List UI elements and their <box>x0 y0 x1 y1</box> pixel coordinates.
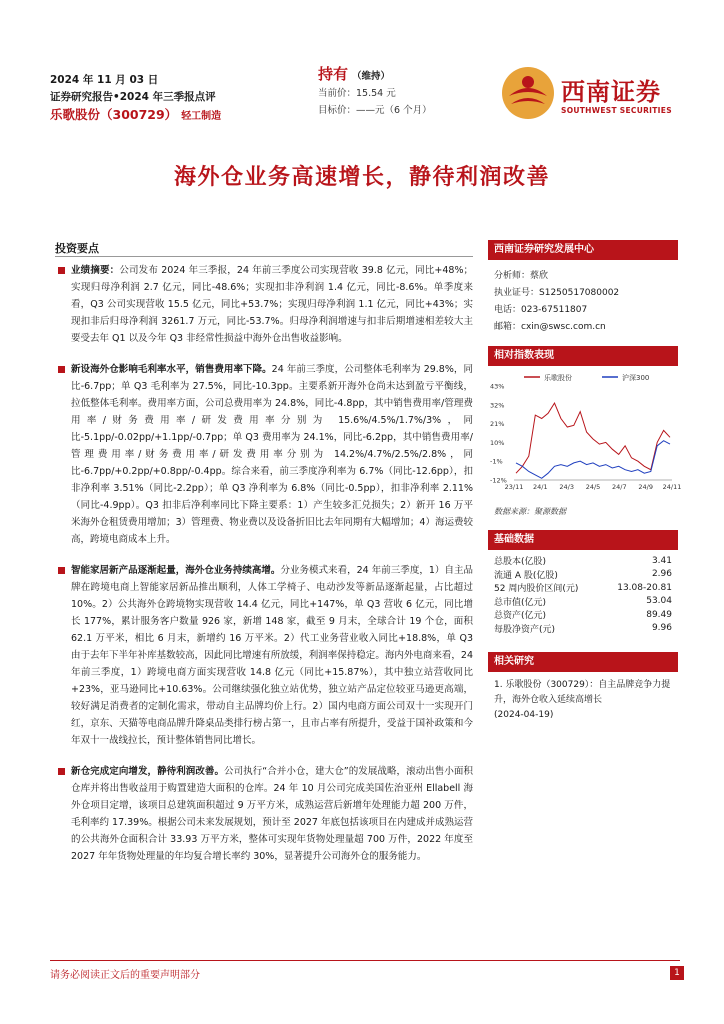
row-value: 9.96 <box>651 623 672 634</box>
footer-divider <box>50 960 680 961</box>
company-logo <box>497 66 677 122</box>
row-label: 流通 A 股(亿股) <box>494 570 558 581</box>
related-research-date: (2024-04-19) <box>494 710 554 720</box>
row-label: 52 周内股价区间(元) <box>494 584 579 595</box>
report-type: 证券研究报告•2024 年三季报点评 <box>50 91 216 103</box>
paragraph-text: 公司执行“合并小仓，建大仓”的发展战略，滚动出售小面积仓库并将出售收益用于购置建造大面积的仓库。24 年 10 月公司完成美国佐治亚州 Ellabell 海外仓项目定增，该项目总建筑面积超过 9 万平方米，成熟运营后新增年处理能力超 200 万件，毛利率约 17.39%。根据公司未来发展规划，预计至 2027 年底包括该项目在内建成并成熟运营的公共海外仓面积合计 33.93 万平方米，整体可实现年货物处理量超 700 万件，2022 年度至 2027 年年货物处理量的年均复合增长率约 30%，显著提升公司海外仓的服务能力。 <box>71 766 473 862</box>
y-tick-label: 43% <box>490 382 505 391</box>
table-row <box>494 554 672 568</box>
x-tick-label: 24/1 <box>533 483 548 491</box>
rating-block <box>318 66 432 119</box>
analyst-info <box>488 260 678 336</box>
row-value: 13.08-20.81 <box>617 582 672 593</box>
row-label: 每股净资产(元) <box>494 624 556 635</box>
row-value: 3.41 <box>651 555 672 566</box>
table-row <box>494 568 672 582</box>
row-value: 2.96 <box>651 569 672 580</box>
performance-panel-header: 相对指数表现 <box>488 346 678 366</box>
related-research-panel <box>488 652 678 723</box>
related-research-header: 相关研究 <box>488 652 678 672</box>
x-tick-label: 24/9 <box>638 483 653 491</box>
table-row <box>494 622 672 636</box>
target-price: 目标价：——元（6 个月） <box>318 105 432 116</box>
logo-english-name: SOUTHWEST SECURITIES <box>561 106 672 115</box>
y-tick-label: 32% <box>490 401 505 410</box>
report-title: 海外仓业务高速增长，静待利润改善 <box>173 165 550 190</box>
basic-data-panel <box>488 530 678 635</box>
analyst-panel <box>488 240 678 336</box>
x-tick-label: 24/5 <box>585 483 601 491</box>
basic-data-header: 基础数据 <box>488 530 678 550</box>
paragraph-lead: 新设海外仓影响毛利率水平，销售费用率下降。 <box>71 364 272 375</box>
paragraph-performance <box>55 262 473 347</box>
section-heading: 投资要点 <box>55 242 99 255</box>
paragraph-lead: 智能家居新产品逐渐起量，海外仓业务持续高增。 <box>71 565 281 576</box>
row-label: 总股本(亿股) <box>494 557 547 568</box>
x-tick-label: 23/11 <box>504 483 524 491</box>
y-tick-label: -12% <box>490 476 507 485</box>
related-research-item <box>488 672 678 723</box>
x-tick-label: 24/7 <box>612 483 627 491</box>
row-label: 总资产(亿元) <box>494 611 547 622</box>
paragraph-lead: 新仓完成定向增发，静待利润改善。 <box>71 766 225 777</box>
x-tick-label: 24/3 <box>559 483 574 491</box>
legend-label: 沪深300 <box>622 374 650 382</box>
rating-value: 持有 <box>318 65 349 83</box>
series-line-index <box>516 441 670 479</box>
company-name: 乐歌股份（300729） <box>50 107 178 122</box>
paragraph-lead: 业绩摘要： <box>71 265 120 276</box>
current-price: 当前价：15.54 元 <box>318 88 396 99</box>
report-date: 2024 年 11 月 03 日 <box>50 74 159 86</box>
x-tick-label: 24/11 <box>662 483 682 491</box>
report-header-left <box>50 72 221 125</box>
table-row <box>494 581 672 595</box>
rating <box>318 66 432 85</box>
paragraph-business <box>55 562 473 749</box>
row-label: 总市值(亿元) <box>494 597 547 608</box>
logo-chinese-name: 西南证券 <box>561 77 661 106</box>
y-tick-label: 21% <box>490 420 505 429</box>
chart-source: 数据来源：聚源数据 <box>494 507 566 516</box>
analyst-phone: 电话：023-67511807 <box>494 305 588 315</box>
legend-label: 乐歌股份 <box>544 374 572 382</box>
table-row <box>494 608 672 622</box>
y-tick-label: 10% <box>490 438 505 447</box>
analyst-panel-header: 西南证券研究发展中心 <box>488 240 678 260</box>
analyst-cert: 执业证号：S1250517080002 <box>494 288 620 298</box>
relative-performance-chart <box>488 370 682 500</box>
related-research-title: 1. 乐歌股份（300729）：自主品牌竞争力提升，海外仓收入延续高增长 <box>494 680 671 705</box>
industry-label: 轻工制造 <box>181 111 222 122</box>
company-line <box>50 106 221 125</box>
logo-emblem-icon <box>501 66 555 120</box>
analyst-name: 分析师：蔡欣 <box>494 271 549 281</box>
investment-points <box>55 262 473 879</box>
paragraph-margins <box>55 361 473 548</box>
analyst-email: 邮箱：cxin@swsc.com.cn <box>494 322 606 332</box>
rating-sub: （维持） <box>352 71 391 82</box>
performance-panel <box>488 346 682 522</box>
paragraph-text: 公司发布 2024 年三季报，24 年前三季度公司实现营收 39.8 亿元，同比+48%；实现归母净利润 2.7 亿元，同比-48.6%；实现扣非净利润 1.4 亿元，同比-8.6%。单季度来看，Q3 公司实现营收 15.5 亿元，同比+53.7%；实现归母净利润 1.1 亿元，同比+43%；实现扣非后归母净利润 3261.7 万元，同比-53.7%。归母净利润增速与扣非后期增速相差较大主要受去年 Q1 以及今年 Q3 非经常性损益中海外仓出售收益影响。 <box>71 265 473 344</box>
page-number: 1 <box>670 966 684 980</box>
section-divider <box>55 256 473 257</box>
paragraph-warehouse <box>55 763 473 865</box>
row-value: 89.49 <box>646 609 672 620</box>
basic-data-table <box>494 554 672 635</box>
paragraph-text: 分业务模式来看，24 年前三季度，1）自主品牌在跨境电商上智能家居新品推出顺利，人体工学椅子、电动沙发等新品逐渐起量，占比超过 10%。2）公共海外仓跨境物实现营收 14.4 亿元，同比+147%，单 Q3 营收 6 亿元，同比增长 177%，累计服务客户数量 926 家，新增 148 家，截至 9 月末，全球合计 19 个仓，面积 62.1 万平米，相比 6 月末，新增约 16 万平米。2）代工业务营业收入同比+18.8%，单 Q3 由于去年下半年补库基数较高，因此同比增速有所放缓，利润率保持稳定。海内外电商来看，24 年前三季度，1）跨境电商方面实现营收 14.8 亿元（同比+15.87%），其中独立站营收同比+23%，亚马逊同比+10.63%。公司继续强化独立站优势，独立站产品定位较亚马逊更高端，较好满足消费者的定制化需求，带动自主品牌均价上行。2）国内电商方面公司双十一实现开门红，京东、天猫等电商品牌升降桌品类排行榜占第一，且市占率有所提升，受益于国补政策和今年双十一战线拉长，预计整体销售同比增长。 <box>71 565 473 746</box>
table-row <box>494 595 672 609</box>
footer-disclaimer: 请务必阅读正文后的重要声明部分 <box>50 970 200 981</box>
paragraph-text: 24 年前三季度，公司整体毛利率为 29.8%，同比-6.7pp；单 Q3 毛利率为 27.5%，同比-10.3pp。主要系新开海外仓尚未达到盈亏平衡线，拉低整体毛利率。费用率方面，公司总费用率为 24.8%，同比-4.8pp，其中销售费用率/管理费用率/财务费用率/研发费用率分别为 15.6%/4.5%/1.7%/3%，同比-5.1pp/-0.02pp/+1.1pp/-0.7pp；单 Q3 费用率为 24.1%，同比-6.2pp，其中销售费用率/管理费用率/财务费用率/研发费用率分别为 14.2%/4.7%/2.5%/2.8%，同比-6.7pp/+0.2pp/+0.8pp/-0.4pp。综合来看，前三季度净利率为 6.7%（同比-12.6pp），扣非净利率 3.51%（同比-2.2pp）；单 Q3 净利率为 6.8%（同比-0.5pp），扣非净利率 2.11%（同比-4.9pp）。Q3 扣非后净利率同比下降主要系：1）产生较多汇兑损失；2）新开 16 万平米海外仓租赁费用增加；3）管理费、物业费以及设备折旧比去年同期有大幅增加；4）海运费较高，跨境电商成本上升。 <box>71 364 473 545</box>
row-value: 53.04 <box>646 596 672 607</box>
y-tick-label: -1% <box>490 457 503 466</box>
